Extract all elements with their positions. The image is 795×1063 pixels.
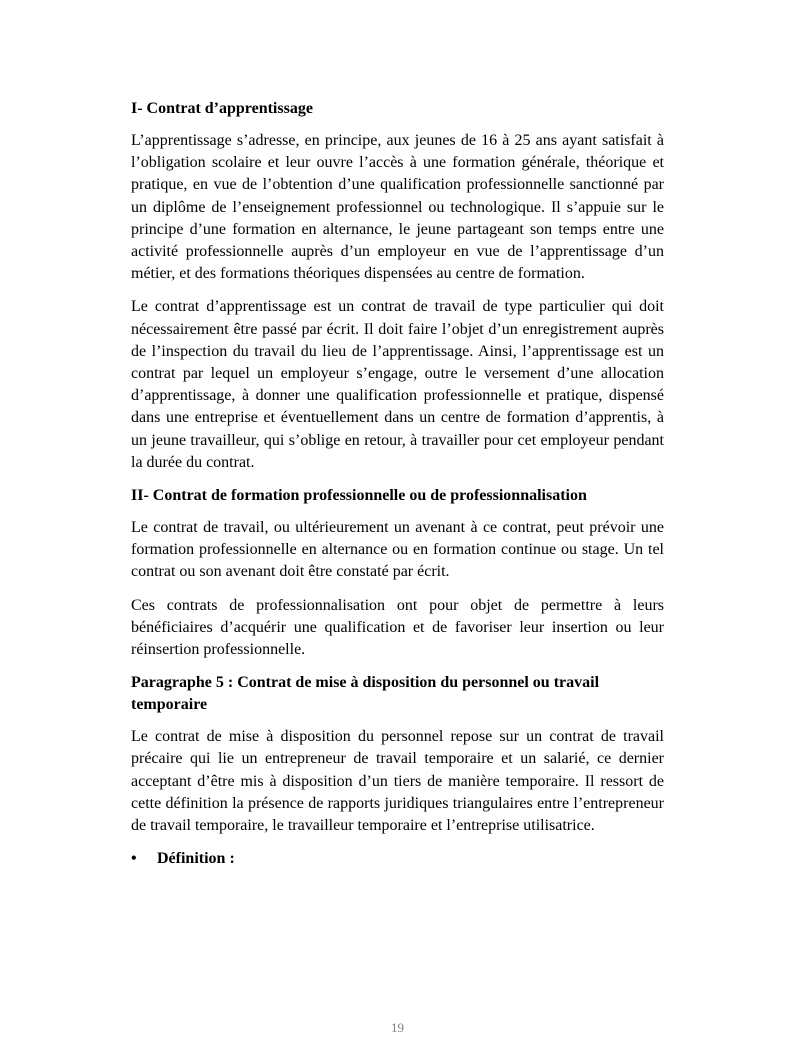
paragraph-formation-objet: Ces contrats de professionnalisation ont pour objet de permettre à leurs bénéficiaires d’acquérir une qualification et de favoriser leur insertion ou leur réinsertion professionnelle. <box>131 596 664 659</box>
paragraph-apprentissage-contrat: Le contrat d’apprentissage est un contrat de travail de type particulier qui doit nécessairement être passé par écrit. Il doit faire l’objet d’un enregistrement auprès de l’inspection du travail du lieu de l’apprentissage. Ainsi, l’apprentissage est un contrat par lequel un employeur s’engage, outre le versement d’une allocation d’apprentissage, à donner une qualification professionnelle et pratique, dispensé dans une entreprise et éventuellement dans un centre de formation d’apprentis, à un jeune travailleur, qui s’oblige en retour, à travailler pour cet employeur pendant la durée du contrat. <box>131 298 664 471</box>
bullet-item-definition <box>131 848 664 870</box>
section-heading-apprentissage: I- Contrat d’apprentissage <box>131 100 313 117</box>
page-number: 19 <box>391 1020 404 1035</box>
paragraph-formation-avenant: Le contrat de travail, ou ultérieurement un avenant à ce contrat, peut prévoir une formation professionnelle en alternance ou en formation continue ou stage. Un tel contrat ou son avenant doit être constaté par écrit. <box>131 519 664 581</box>
bullet-icon: • <box>131 850 137 868</box>
bullet-label: Définition : <box>157 850 235 868</box>
document-page <box>131 98 664 870</box>
section-heading-formation: II- Contrat de formation professionnelle ou de professionnalisation <box>131 487 587 505</box>
paragraph-apprentissage-definition: L’apprentissage s’adresse, en principe, aux jeunes de 16 à 25 ans ayant satisfait à l’obligation scolaire et leur ouvre l’accès à une formation générale, théorique et pratique, en vue de l’obtention d’une qualification professionnelle sanctionné par un diplôme de l’enseignement professionnel ou technologique. Il s’appuie sur le principe d’une formation en alternance, le jeune partageant son temps entre une activité professionnelle auprès d’un employeur en vue de l’apprentissage d’un métier, et des formations théoriques dispensées au centre de formation. <box>131 132 664 283</box>
paragraph-mise-a-disposition: Le contrat de mise à disposition du personnel repose sur un contrat de travail précaire qui lie un entrepreneur de travail temporaire et un salarié, ce dernier acceptant d’être mis à disposition d’un tiers de manière temporaire. Il ressort de cette définition la présence de rapports juridiques triangulaires entre l’entrepreneur de travail temporaire, le travailleur temporaire et l’entreprise utilisatrice. <box>131 728 664 835</box>
section-heading-paragraphe-5: Paragraphe 5 : Contrat de mise à disposition du personnel ou travail temporaire <box>131 674 600 714</box>
